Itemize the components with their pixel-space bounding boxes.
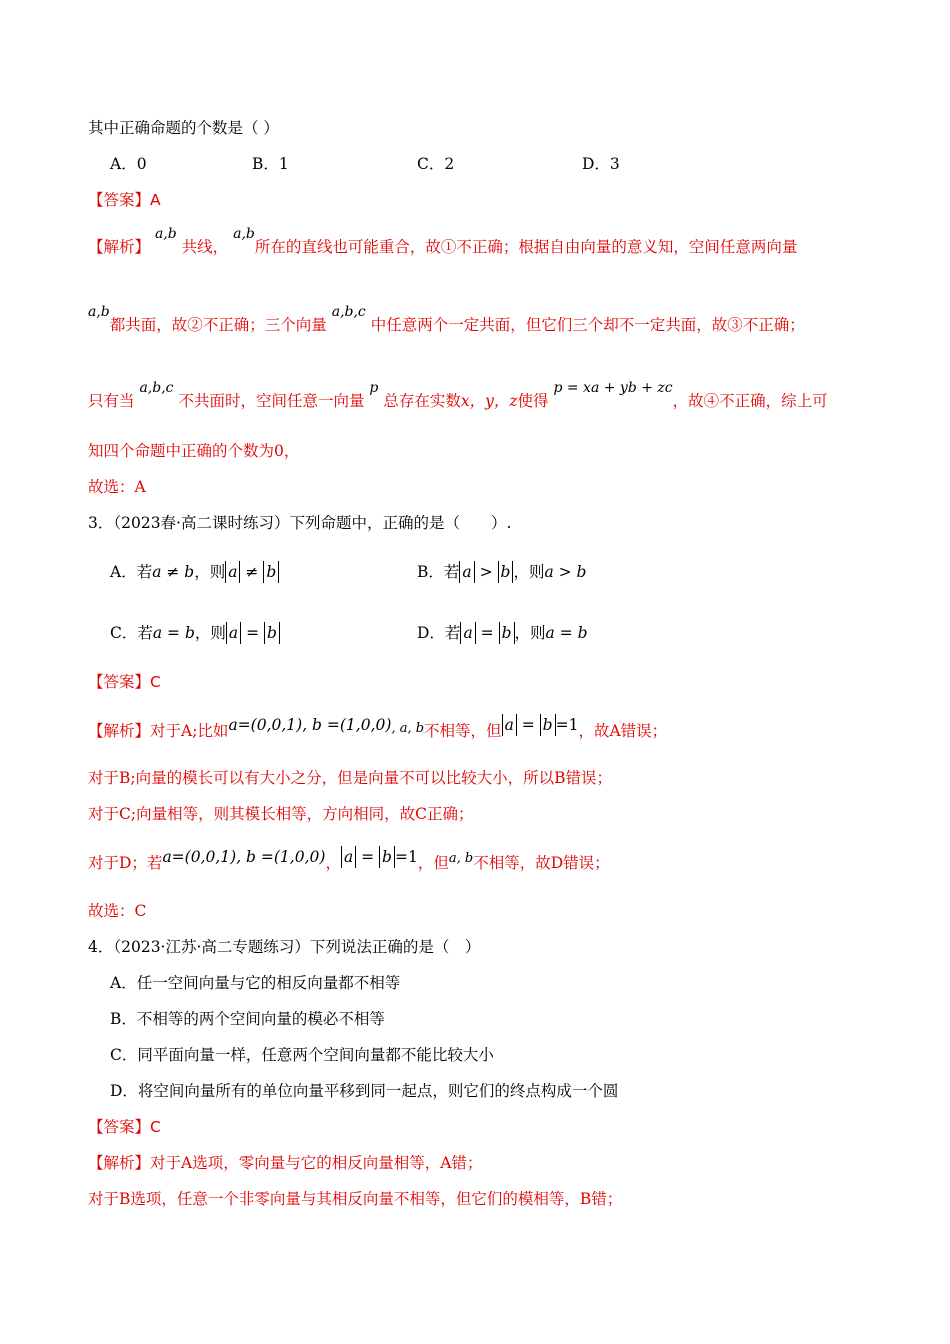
q2-analysis-line-2 (88, 304, 805, 336)
analysis-text: 不共面时，空间任意一向量 (178, 392, 365, 410)
q3-analysis-line-1: 【解析】对于A;比如a=(0,0,1), $b =(1,0,0)^{, a, b}$不相等，但 a = b =1，故A错误； (88, 716, 668, 740)
math-ab: a,b (88, 304, 110, 320)
option-label: C．若 (110, 624, 153, 642)
analysis-text: 所在的直线也可能重合，故①不正确；根据自由向量的意义知，空间任意两向量 (254, 238, 798, 256)
math-relation: > (479, 563, 493, 581)
option-text: ，则 (194, 563, 226, 581)
q3-stem: 3．（2023春·高二课时练习）下列命题中，正确的是（ ）. (88, 514, 512, 532)
math-result: a = b (545, 624, 588, 642)
math-equals-one: =1 (555, 716, 579, 734)
abs-b: b (498, 561, 514, 583)
q4-answer (88, 1117, 161, 1137)
q4-option-d: D．将空间向量所有的单位向量平移到同一起点，则它们的终点构成一个圆 (110, 1082, 619, 1100)
q4-option-c: C．同平面向量一样，任意两个空间向量都不能比较大小 (110, 1046, 494, 1064)
analysis-text: 都共面，故②不正确；三个向量 (109, 316, 327, 334)
math-cond: a = b (152, 624, 195, 642)
answer-tag: 【答案】 (88, 1118, 151, 1136)
math-relation: ≠ (245, 563, 259, 581)
q2-choose: 故选：A (88, 478, 146, 496)
analysis-text: ，但 (417, 854, 449, 872)
q4-option-b: B．不相等的两个空间向量的模必不相等 (110, 1010, 385, 1028)
math-equals-one: =1 (394, 848, 418, 866)
abs-b: b (263, 561, 279, 583)
math-vectors: a=(0,0,1), b =(1,0,0) (162, 848, 326, 866)
math-relation: = (480, 624, 494, 642)
math-ab: a, b (448, 851, 474, 866)
answer-tag: 【答案】 (88, 673, 151, 691)
analysis-text: ，故A错误； (578, 722, 668, 740)
math-abc: a,b,c (139, 380, 174, 396)
q2-option-c: C．2 (417, 155, 455, 173)
q2-option-a: A．0 (110, 155, 147, 173)
abs-a: a (460, 622, 475, 644)
analysis-text: 只有当 (88, 392, 135, 410)
option-text: ，则 (514, 624, 546, 642)
analysis-text: 不相等，故D错误； (473, 854, 610, 872)
analysis-tag: 【解析】 (88, 1154, 151, 1172)
q2-option-b: B．1 (252, 155, 289, 173)
math-vectors: a=(0,0,1), b =(1,0,0) (228, 716, 392, 734)
q4-analysis-line-2: 对于B选项，任意一个非零向量与其相反向量不相等，但它们的模相等，B错； (88, 1190, 623, 1208)
q3-analysis-line-3: 对于C;向量相等，则其模长相等，方向相同，故C正确； (88, 805, 474, 823)
math-relation: = (246, 624, 260, 642)
analysis-text: 总存在实数 (383, 392, 461, 410)
option-text: ，则 (513, 563, 545, 581)
q3-option-d (417, 622, 588, 644)
math-abc: a,b,c (331, 304, 366, 320)
math-xyz: x，y，z (460, 392, 518, 410)
option-text: ，则 (194, 624, 226, 642)
analysis-tag: 【解析】 (88, 238, 151, 256)
option-label: B．若 (417, 563, 460, 581)
q2-analysis-line-1 (88, 226, 798, 258)
q4-analysis-line-1 (88, 1153, 482, 1173)
q2-stem-end: 其中正确命题的个数是（ ） (88, 119, 279, 137)
answer-value: A (150, 191, 161, 209)
q2-option-d: D．3 (582, 155, 620, 173)
math-ab: a,b (154, 226, 177, 242)
q3-option-b (417, 561, 586, 583)
analysis-text: ，故④不正确，综上可 (672, 392, 828, 410)
q3-analysis-line-2: 对于B;向量的模长可以有大小之分，但是向量不可以比较大小，所以B错误； (88, 769, 613, 787)
abs-a: a (225, 561, 240, 583)
analysis-text: 使得 (517, 392, 549, 410)
q3-answer (88, 672, 161, 692)
option-label: A．若 (110, 563, 153, 581)
analysis-text: ， (325, 854, 341, 872)
answer-value: C (150, 673, 161, 691)
analysis-text: 对于A选项，零向量与它的相反向量相等，A错； (150, 1154, 483, 1172)
q3-option-a (110, 561, 279, 583)
math-p: p (369, 380, 379, 396)
answer-value: C (150, 1118, 161, 1136)
q3-analysis-line-4: 对于D；若a=(0,0,1), b =(1,0,0)， a = b =1，但$^{a, b}$不相等，故D错误； (88, 848, 610, 872)
q2-answer (88, 190, 161, 210)
math-result: a > b (544, 563, 587, 581)
math-expression: p = xa + yb + zc (553, 380, 673, 396)
answer-tag: 【答案】 (88, 191, 151, 209)
math-ab: , a, b (391, 721, 425, 736)
q3-option-c (110, 622, 280, 644)
analysis-text: 共线， (181, 238, 229, 256)
math-cond: a ≠ b (152, 563, 195, 581)
analysis-text: 对于A;比如 (150, 722, 229, 740)
q2-analysis-line-4: 知四个命题中正确的个数为0， (88, 442, 300, 460)
abs-b: b (499, 622, 515, 644)
analysis-text: 对于D；若 (88, 854, 163, 872)
analysis-text: 中任意两个一定共面，但它们三个却不一定共面，故③不正确； (370, 316, 805, 334)
option-label: D．若 (417, 624, 461, 642)
abs-a: a (226, 622, 241, 644)
q4-stem: 4．（2023·江苏·高二专题练习）下列说法正确的是（ ） (88, 938, 481, 956)
q2-analysis-line-3 (88, 380, 828, 412)
q4-option-a: A．任一空间向量与它的相反向量都不相等 (110, 974, 401, 992)
math-ab: a,b (233, 226, 255, 242)
abs-b: b (264, 622, 280, 644)
q3-choose: 故选：C (88, 902, 147, 920)
analysis-tag: 【解析】 (88, 722, 151, 740)
analysis-text: 不相等，但 (424, 722, 502, 740)
abs-a: a (459, 561, 474, 583)
